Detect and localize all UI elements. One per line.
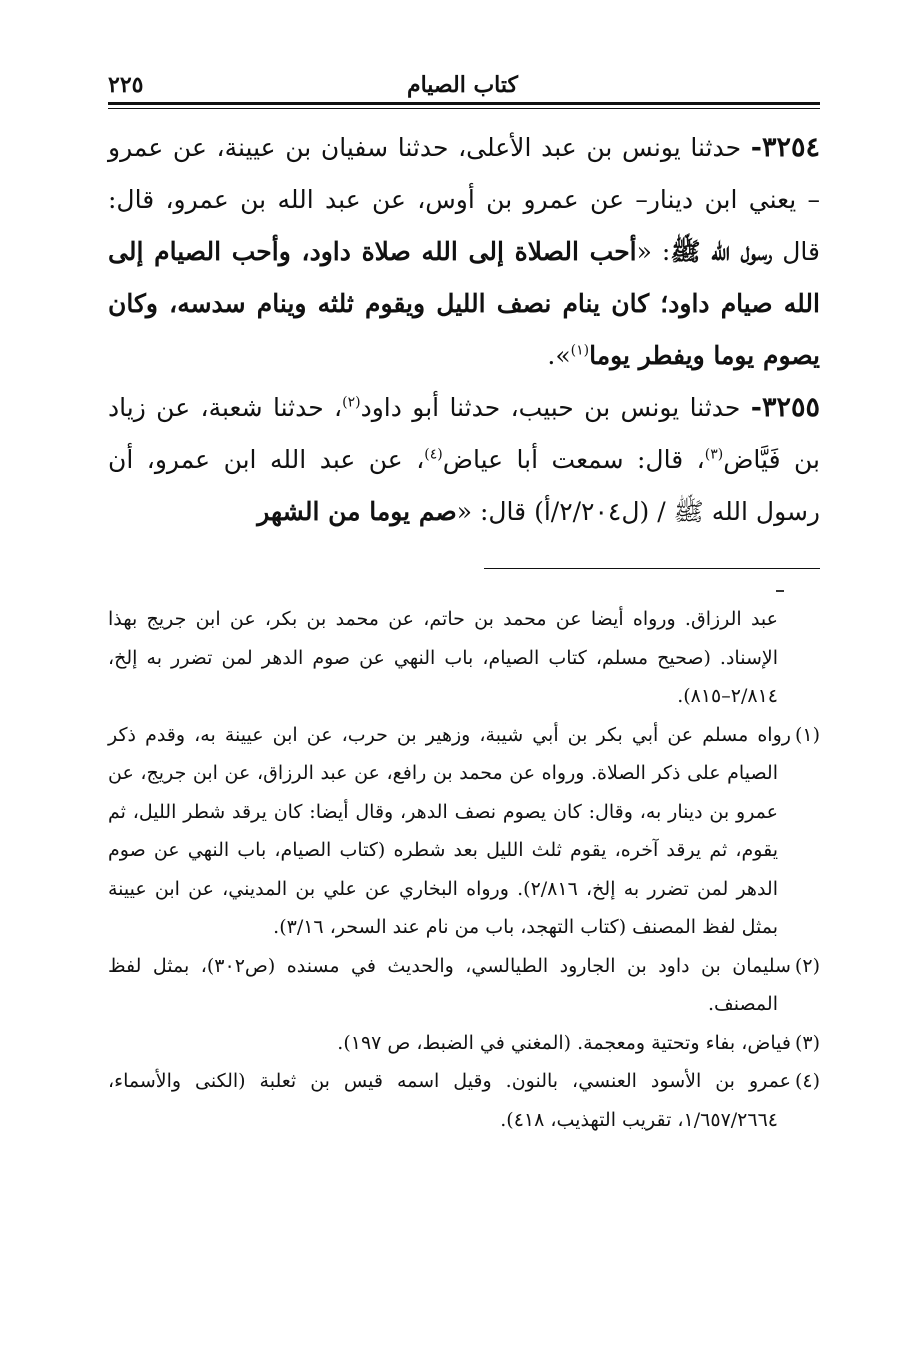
hadith-isnad-part: حدثنا يونس بن حبيب، حدثنا أبو داود — [360, 393, 751, 422]
footnote-mark: (٣) — [794, 1031, 820, 1054]
page-number: ٢٢٥ — [108, 72, 144, 98]
footnote-continuation: عبد الرزاق. ورواه أيضا عن محمد بن حاتم، عن محمد بن بكر، عن ابن جريج بهذا الإسناد. (صحيح مسلم، كتاب الصيام، باب النهي عن صوم الدهر لمن تضرر به إلخ، ٢/٨١٤–٨١٥). — [108, 608, 778, 707]
footnotes — [108, 600, 820, 1139]
running-title: كتاب الصيام — [406, 72, 518, 98]
footnote-text: رواه مسلم عن أبي بكر بن أبي شيبة، وزهير بن حرب، عن ابن عيينة به، وقدم ذكر الصيام على ذكر الصلاة. ورواه عن محمد بن رافع، عن عبد الرزاق، عن ابن جريج، عن عمرو بن دينار به، وقال: كان يصوم نصف الدهر، وقال أيضا: كان يرقد شطر الليل، ثم يقوم، ثم يرقد آخره، يقوم ثلث الليل بعد شطره (كتاب الصيام، باب النهي عن صوم الدهر لمن تضرر به إلخ، ٢/٨١٦). ورواه البخاري عن علي بن المديني، عن ابن عيينة بمثل لفظ المصنف (كتاب التهجد، باب من نام عند السحر، ٣/١٦). — [108, 723, 791, 938]
hadith-isnad-part: ، قال: سمعت أبا عياض — [442, 445, 705, 474]
hadith-3255 — [108, 382, 820, 538]
footnote-text: فياض، بفاء وتحتية ومعجمة. (المغني في الضبط، ص ١٩٧). — [337, 1031, 791, 1054]
footnote-mark: (٤) — [794, 1070, 820, 1092]
header-rule-thick — [108, 102, 820, 105]
footnote-dash — [776, 590, 784, 592]
hadith-isnad-part: ، عن عبد الله ابن عمرو، أن رسول الله ﷺ / (ل٢/٢٠٤/أ) قال: « — [108, 445, 820, 526]
hadith-matn: أحب الصلاة إلى الله صلاة داود، وأحب الصيام إلى الله صيام داود؛ كان ينام نصف الليل ويقوم ثلثه وينام سدسه، وكان يصوم يوما ويفطر يوما — [108, 237, 820, 370]
hadith-number: ٣٢٥٥- — [750, 392, 820, 423]
footnote-mark: (١) — [794, 723, 820, 746]
header-rule-thin — [108, 108, 820, 109]
footnote-mark: (٢) — [794, 954, 820, 977]
footnote-ref-3: (٣) — [704, 446, 724, 463]
main-text — [108, 122, 820, 538]
quote-close: ». — [547, 341, 571, 370]
hadith-3254 — [108, 122, 820, 382]
footnote-3 — [108, 1024, 820, 1063]
footnote-ref-2: (٢) — [342, 394, 361, 411]
hadith-isnad-part: ، حدثنا شعبة، عن زياد بن فَيَّاض — [108, 393, 820, 474]
page-header — [108, 70, 818, 100]
footnote-ref-1: (١) — [570, 342, 590, 359]
footnote-2 — [108, 947, 820, 1024]
footnote-ref-4: (٤) — [424, 446, 443, 463]
prophet-name: رسول الله ﷺ — [670, 237, 773, 266]
hadith-matn: صم يوما من الشهر — [257, 497, 457, 526]
hadith-isnad: حدثنا يونس بن عبد الأعلى، حدثنا سفيان بن عيينة، عن عمرو – يعني ابن دينار– عن عمرو بن أوس، عن عبد الله بن عمرو، قال: قال — [108, 133, 821, 266]
footnote-text: سليمان بن داود بن الجارود الطيالسي، والحديث في مسنده (ص٣٠٢)، بمثل لفظ المصنف. — [108, 954, 791, 1015]
hadith-number: ٣٢٥٤- — [750, 132, 820, 163]
footnote-1 — [108, 716, 820, 947]
quote-open: : « — [636, 237, 671, 266]
footnote-text: عمرو بن الأسود العنسي، بالنون. وقيل اسمه قيس بن ثعلبة (الكنى والأسماء، ١/٦٥٧/٢٦٦٤، تقريب التهذيب، ٤١٨). — [108, 1070, 791, 1131]
footnote-separator — [484, 568, 820, 569]
footnote-4 — [108, 1062, 820, 1139]
